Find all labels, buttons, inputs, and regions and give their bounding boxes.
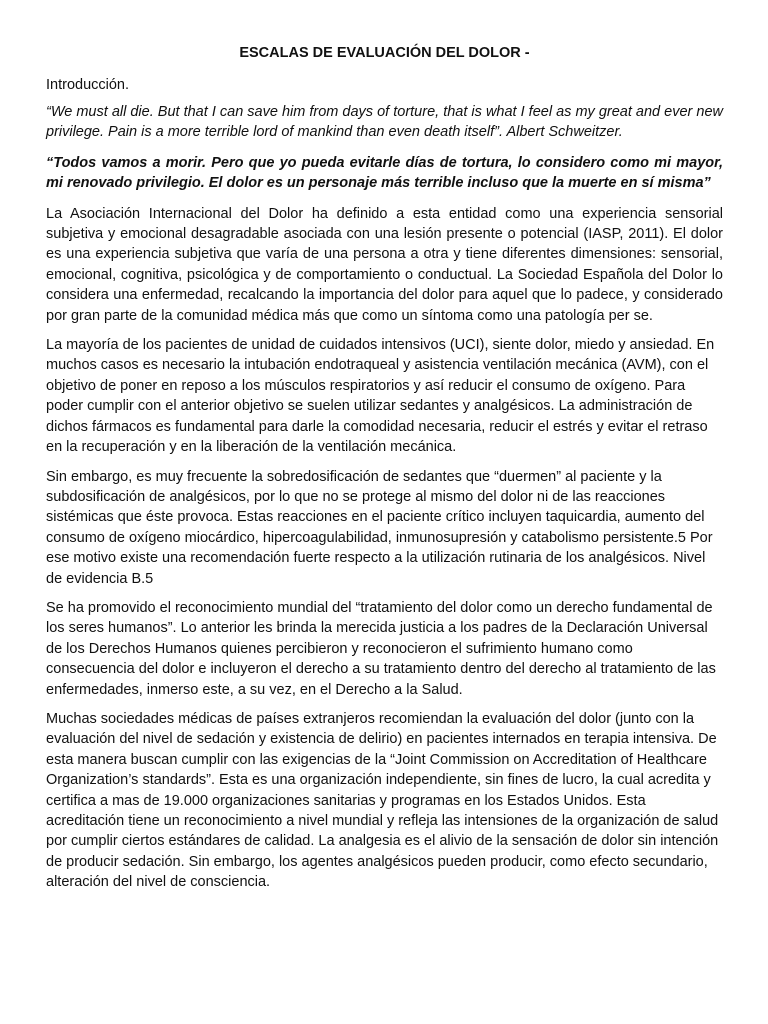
paragraph-oversedation: Sin embargo, es muy frecuente la sobredosificación de sedantes que “duermen” al paciente y la subdosificación de analgésicos, por lo que no se protege al mismo del dolor ni de las reacciones sistémicas que éste provoca. Estas reacciones en el paciente crítico incluyen taquicardia, aumento del consumo de oxígeno miocárdico, hipercoagulabilidad, inmunosupresión y catabolismo persistente.5 Por ese motivo existe una recomendación fuerte respecto a la utilización rutinaria de los analgésicos. Nivel de evidencia B.5 [46,468,713,587]
paragraph-human-right: Se ha promovido el reconocimiento mundial del “tratamiento del dolor como un derecho fundamental de los seres humanos”. Lo anterior les brinda la merecida justicia a los padres de la Declaración Universal de los Derechos Humanos quienes percibieron y reconocieron el sufrimiento humano como consecuencia del dolor e incluyeron el derecho a su tratamiento dentro del derecho al tratamiento de las enfermedades, inmerso este, a su vez, en el Derecho a la Salud. [46,599,716,698]
document-title: ESCALAS DE EVALUACIÓN DEL DOLOR - [239,45,530,61]
quote-spanish: “Todos vamos a morir. Pero que yo pueda evitarle días de tortura, lo considero como mi mayor, mi renovado privilegio. El dolor es un personaje más terrible incluso que la muerte en sí misma” [46,154,723,192]
paragraph-medical-societies: Muchas sociedades médicas de países extranjeros recomiendan la evaluación del dolor (junto con la evaluación del nivel de sedación y existencia de delirio) en pacientes internados en terapia intensiva. De esta manera buscan cumplir con las exigencias de la “Joint Commission on Accreditation of Healthcare Organization’s standards”. Esta es una organización independiente, sin fines de lucro, la cual acredita y certifica a mas de 19.000 organizaciones sanitarias y programas en los Estados Unidos. Esta acreditación tiene un reconocimiento a nivel mundial y refleja las intensiones de la organización de salud por cumplir ciertos estándares de calidad. La analgesia es el alivio de la sensación de dolor sin intención de producir sedación. Sin embargo, los agentes analgésicos pueden producir, como efecto secundario, alteración del nivel de consciencia. [46,710,719,891]
document-page [46,44,723,902]
intro-heading: Introducción. [46,77,130,93]
paragraph-pain-definition: La Asociación Internacional del Dolor ha definido a esta entidad como una experiencia sensorial subjetiva y emocional desagradable asociada con una lesión presente o potencial (IASP, 2011). El dolor es una experiencia subjetiva que varía de una persona a otra y tiene diferentes dimensiones: sensorial, emocional, cognitiva, psicológica y de comportamiento o conductual. La Sociedad Española del Dolor lo considera una enfermedad, recalcando la importancia del dolor para aquel que lo padece, y considerado por gran parte de la comunidad médica más que como un síntoma como una patología per se. [46,205,723,324]
quote-english: “We must all die. But that I can save him from days of torture, that is what I feel as my great and ever new privilege. Pain is a more terrible lord of mankind than even death itself”. Albert Schweitzer. [46,104,723,141]
paragraph-icu-patients: La mayoría de los pacientes de unidad de cuidados intensivos (UCI), siente dolor, miedo y ansiedad. En muchos casos es necesario la intubación endotraqueal y asistencia ventilación mecánica (AVM), con el objetivo de poner en reposo a los músculos respiratorios y así reducir el consumo de oxígeno. Para poder cumplir con el anterior objetivo se suelen utilizar sedantes y analgésicos. La administración de dichos fármacos es fundamental para darle la comodidad necesaria, reducir el estrés y evitar el retraso en la recuperación y en la liberación de la ventilación mecánica. [46,337,715,456]
